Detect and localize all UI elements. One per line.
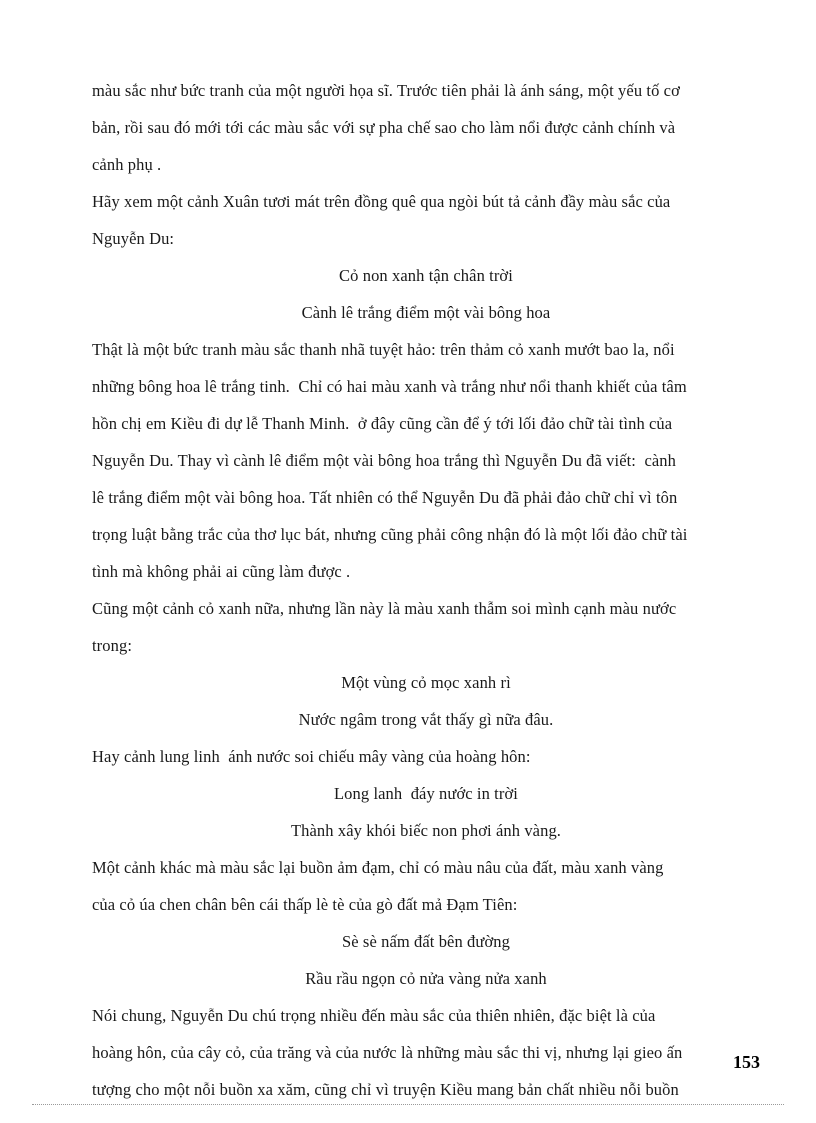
- text-line: hoàng hôn, của cây cỏ, của trăng và của nước là những màu sắc thi vị, nhưng lại gieo ấn: [92, 1043, 683, 1062]
- text-line: màu sắc như bức tranh của một người họa sĩ. Trước tiên phải là ánh sáng, một yếu tố cơ: [92, 81, 680, 100]
- text-line: Một cảnh khác mà màu sắc lại buồn ảm đạm, chỉ có màu nâu của đất, màu xanh vàng: [92, 858, 664, 877]
- text-line: tình mà không phải ai cũng làm được .: [92, 562, 351, 581]
- verse-line: Rầu rầu ngọn cỏ nửa vàng nửa xanh: [305, 969, 547, 988]
- text-line: tượng cho một nỗi buồn xa xăm, cũng chỉ vì truyện Kiều mang bản chất nhiều nỗi buồn: [92, 1080, 679, 1099]
- verse-line: Long lanh đáy nước in trời: [334, 784, 518, 803]
- text-line: Nói chung, Nguyễn Du chú trọng nhiều đến màu sắc của thiên nhiên, đặc biệt là của: [92, 1006, 656, 1025]
- verse-line: Một vùng cỏ mọc xanh rì: [341, 673, 511, 692]
- page-text-body: [92, 72, 760, 1108]
- text-line: lê trắng điểm một vài bông hoa. Tất nhiên có thể Nguyễn Du đã phải đảo chữ chỉ vì tôn: [92, 488, 678, 507]
- text-line: Nguyễn Du. Thay vì cành lê điểm một vài bông hoa trắng thì Nguyễn Du đã viết: cành: [92, 451, 676, 470]
- text-line: những bông hoa lê trắng tinh. Chỉ có hai màu xanh và trắng như nổi thanh khiết của tâm: [92, 377, 687, 396]
- text-line: của cỏ úa chen chân bên cái thấp lè tè của gò đất mả Đạm Tiên:: [92, 895, 518, 914]
- verse-line: Sè sè nấm đất bên đường: [342, 932, 510, 951]
- text-line: Hãy xem một cảnh Xuân tươi mát trên đồng quê qua ngòi bút tả cảnh đầy màu sắc của: [92, 192, 671, 211]
- text-line: trong:: [92, 636, 133, 655]
- verse-line: Nước ngâm trong vắt thấy gì nữa đâu.: [298, 710, 554, 729]
- footer-divider: [32, 1104, 784, 1106]
- text-line: cảnh phụ .: [92, 155, 162, 174]
- verse-line: Thành xây khói biếc non phơi ánh vàng.: [290, 821, 562, 840]
- verse-line: Cỏ non xanh tận chân trời: [339, 266, 513, 285]
- text-line: hồn chị em Kiều đi dự lễ Thanh Minh. ở đây cũng cần để ý tới lối đảo chữ tài tình của: [92, 414, 673, 433]
- text-line: Thật là một bức tranh màu sắc thanh nhã tuyệt hảo: trên thảm cỏ xanh mướt bao la, nổi: [92, 340, 675, 359]
- text-line: Nguyễn Du:: [92, 229, 175, 248]
- text-line: Hay cảnh lung linh ánh nước soi chiếu mây vàng của hoàng hôn:: [92, 747, 531, 766]
- text-line: Cũng một cảnh cỏ xanh nữa, nhưng lần này là màu xanh thẫm soi mình cạnh màu nước: [92, 599, 677, 618]
- text-line: trọng luật bằng trắc của thơ lục bát, nhưng cũng phải công nhận đó là một lối đảo chữ tài: [92, 525, 688, 544]
- verse-line: Cành lê trắng điểm một vài bông hoa: [301, 303, 551, 322]
- page-number: 153: [733, 1052, 760, 1072]
- text-line: bản, rồi sau đó mới tới các màu sắc với sự pha chế sao cho làm nổi được cảnh chính và: [92, 118, 676, 137]
